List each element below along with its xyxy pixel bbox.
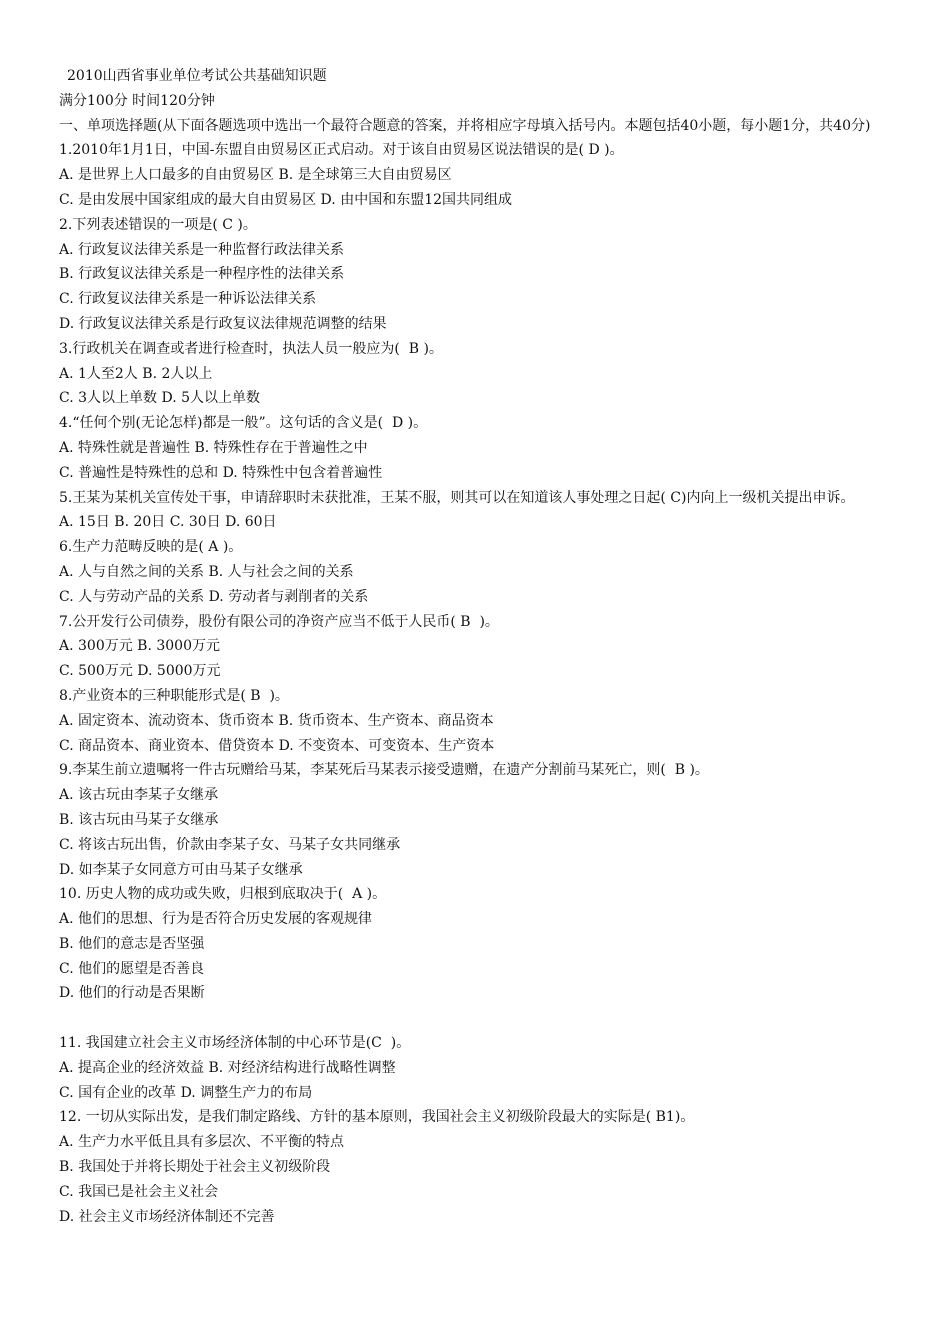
answer-option: D. 社会主义市场经济体制还不完善: [59, 1208, 275, 1225]
question-stem: 6.生产力范畴反映的是( A )。: [59, 539, 243, 556]
answer-option: C. 将该古玩出售，价款由李某子女、马某子女共同继承: [59, 836, 401, 853]
answer-option: D. 他们的行动是否果断: [59, 985, 205, 1002]
answer-option: C. 国有企业的改革 D. 调整生产力的布局: [59, 1084, 313, 1101]
answer-option: B. 该古玩由马某子女继承: [59, 811, 219, 828]
question-stem: 9.李某生前立遗嘱将一件古玩赠给马某，李某死后马某表示接受遗赠，在遗产分割前马某死亡，则( B )。: [59, 762, 709, 779]
question-item: [59, 213, 899, 337]
question-list: [59, 138, 899, 1229]
question-stem: 1.2010年1月1日，中国-东盟自由贸易区正式启动。对于该自由贸易区说法错误的是( D )。: [59, 142, 624, 159]
document-title: 2010山西省事业单位考试公共基础知识题: [67, 68, 327, 84]
answer-option: A. 行政复议法律关系是一种监督行政法律关系: [59, 241, 345, 258]
question-item: [59, 486, 899, 536]
answer-option: A. 300万元 B. 3000万元: [59, 638, 220, 655]
question-item: [59, 1105, 899, 1229]
question-stem: 8.产业资本的三种职能形式是( B )。: [59, 687, 289, 704]
question-stem: 5.王某为某机关宣传处干事，申请辞职时未获批准，王某不服，则其可以在知道该人事处理之日起( C)内向上一级机关提出申诉。: [59, 489, 855, 506]
answer-option: D. 行政复议法律关系是行政复议法律规范调整的结果: [59, 315, 387, 332]
answer-option: A. 是世界上人口最多的自由贸易区 B. 是全球第三大自由贸易区: [59, 167, 452, 184]
answer-option: C. 他们的愿望是否善良: [59, 960, 205, 977]
question-stem: 7.公开发行公司债券，股份有限公司的净资产应当不低于人民币( B )。: [59, 613, 499, 630]
blank-line: [59, 1006, 899, 1031]
question-stem: 12. 一切从实际出发，是我们制定路线、方针的基本原则，我国社会主义初级阶段最大的实际是( B1)。: [59, 1109, 695, 1126]
answer-option: C. 普遍性是特殊性的总和 D. 特殊性中包含着普遍性: [59, 464, 383, 481]
answer-option: C. 500万元 D. 5000万元: [59, 663, 221, 680]
answer-option: A. 生产力水平低且具有多层次、不平衡的特点: [59, 1134, 345, 1151]
answer-option: B. 我国处于并将长期处于社会主义初级阶段: [59, 1159, 331, 1176]
question-stem: 2.下列表述错误的一项是( C )。: [59, 216, 257, 233]
question-stem: 11. 我国建立社会主义市场经济体制的中心环节是(C )。: [59, 1035, 411, 1052]
question-item: [59, 337, 899, 411]
answer-option: B. 他们的意志是否坚强: [59, 935, 205, 952]
answer-option: C. 是由发展中国家组成的最大自由贸易区 D. 由中国和东盟12国共同组成: [59, 191, 513, 208]
question-stem: 4.“任何个别(无论怎样)都是一般”。这句话的含义是( D )。: [59, 415, 428, 432]
answer-option: A. 固定资本、流动资本、货币资本 B. 货币资本、生产资本、商品资本: [59, 712, 494, 729]
exam-meta: 满分100分 时间120分钟: [59, 92, 215, 109]
answer-option: C. 行政复议法律关系是一种诉讼法律关系: [59, 291, 317, 308]
answer-option: D. 如李某子女同意方可由马某子女继承: [59, 861, 303, 878]
question-item: [59, 411, 899, 485]
answer-option: B. 行政复议法律关系是一种程序性的法律关系: [59, 266, 345, 283]
question-stem: 3.行政机关在调查或者进行检查时，执法人员一般应为( B )。: [59, 340, 443, 357]
section-heading: 一、单项选择题(从下面各题选项中选出一个最符合题意的答案，并将相应字母填入括号内。本题包括40小题，每小题1分，共40分): [59, 117, 871, 134]
question-item: [59, 1031, 899, 1105]
answer-option: A. 他们的思想、行为是否符合历史发展的客观规律: [59, 911, 373, 928]
answer-option: A. 特殊性就是普遍性 B. 特殊性存在于普遍性之中: [59, 439, 368, 456]
answer-option: A. 人与自然之间的关系 B. 人与社会之间的关系: [59, 563, 354, 580]
answer-option: C. 人与劳动产品的关系 D. 劳动者与剥削者的关系: [59, 588, 369, 605]
question-item: [59, 610, 899, 684]
answer-option: A. 该古玩由李某子女继承: [59, 787, 219, 804]
answer-option: C. 我国已是社会主义社会: [59, 1183, 219, 1200]
document-page: [59, 64, 899, 1229]
question-item: [59, 138, 899, 212]
answer-option: C. 商品资本、商业资本、借贷资本 D. 不变资本、可变资本、生产资本: [59, 737, 495, 754]
question-item: [59, 684, 899, 758]
question-item: [59, 758, 899, 882]
question-item: [59, 882, 899, 1006]
question-stem: 10. 历史人物的成功或失败，归根到底取决于( A )。: [59, 886, 387, 903]
answer-option: A. 1人至2人 B. 2人以上: [59, 365, 213, 382]
question-item: [59, 535, 899, 609]
answer-option: A. 15日 B. 20日 C. 30日 D. 60日: [59, 514, 277, 531]
answer-option: C. 3人以上单数 D. 5人以上单数: [59, 390, 261, 407]
answer-option: A. 提高企业的经济效益 B. 对经济结构进行战略性调整: [59, 1059, 396, 1076]
